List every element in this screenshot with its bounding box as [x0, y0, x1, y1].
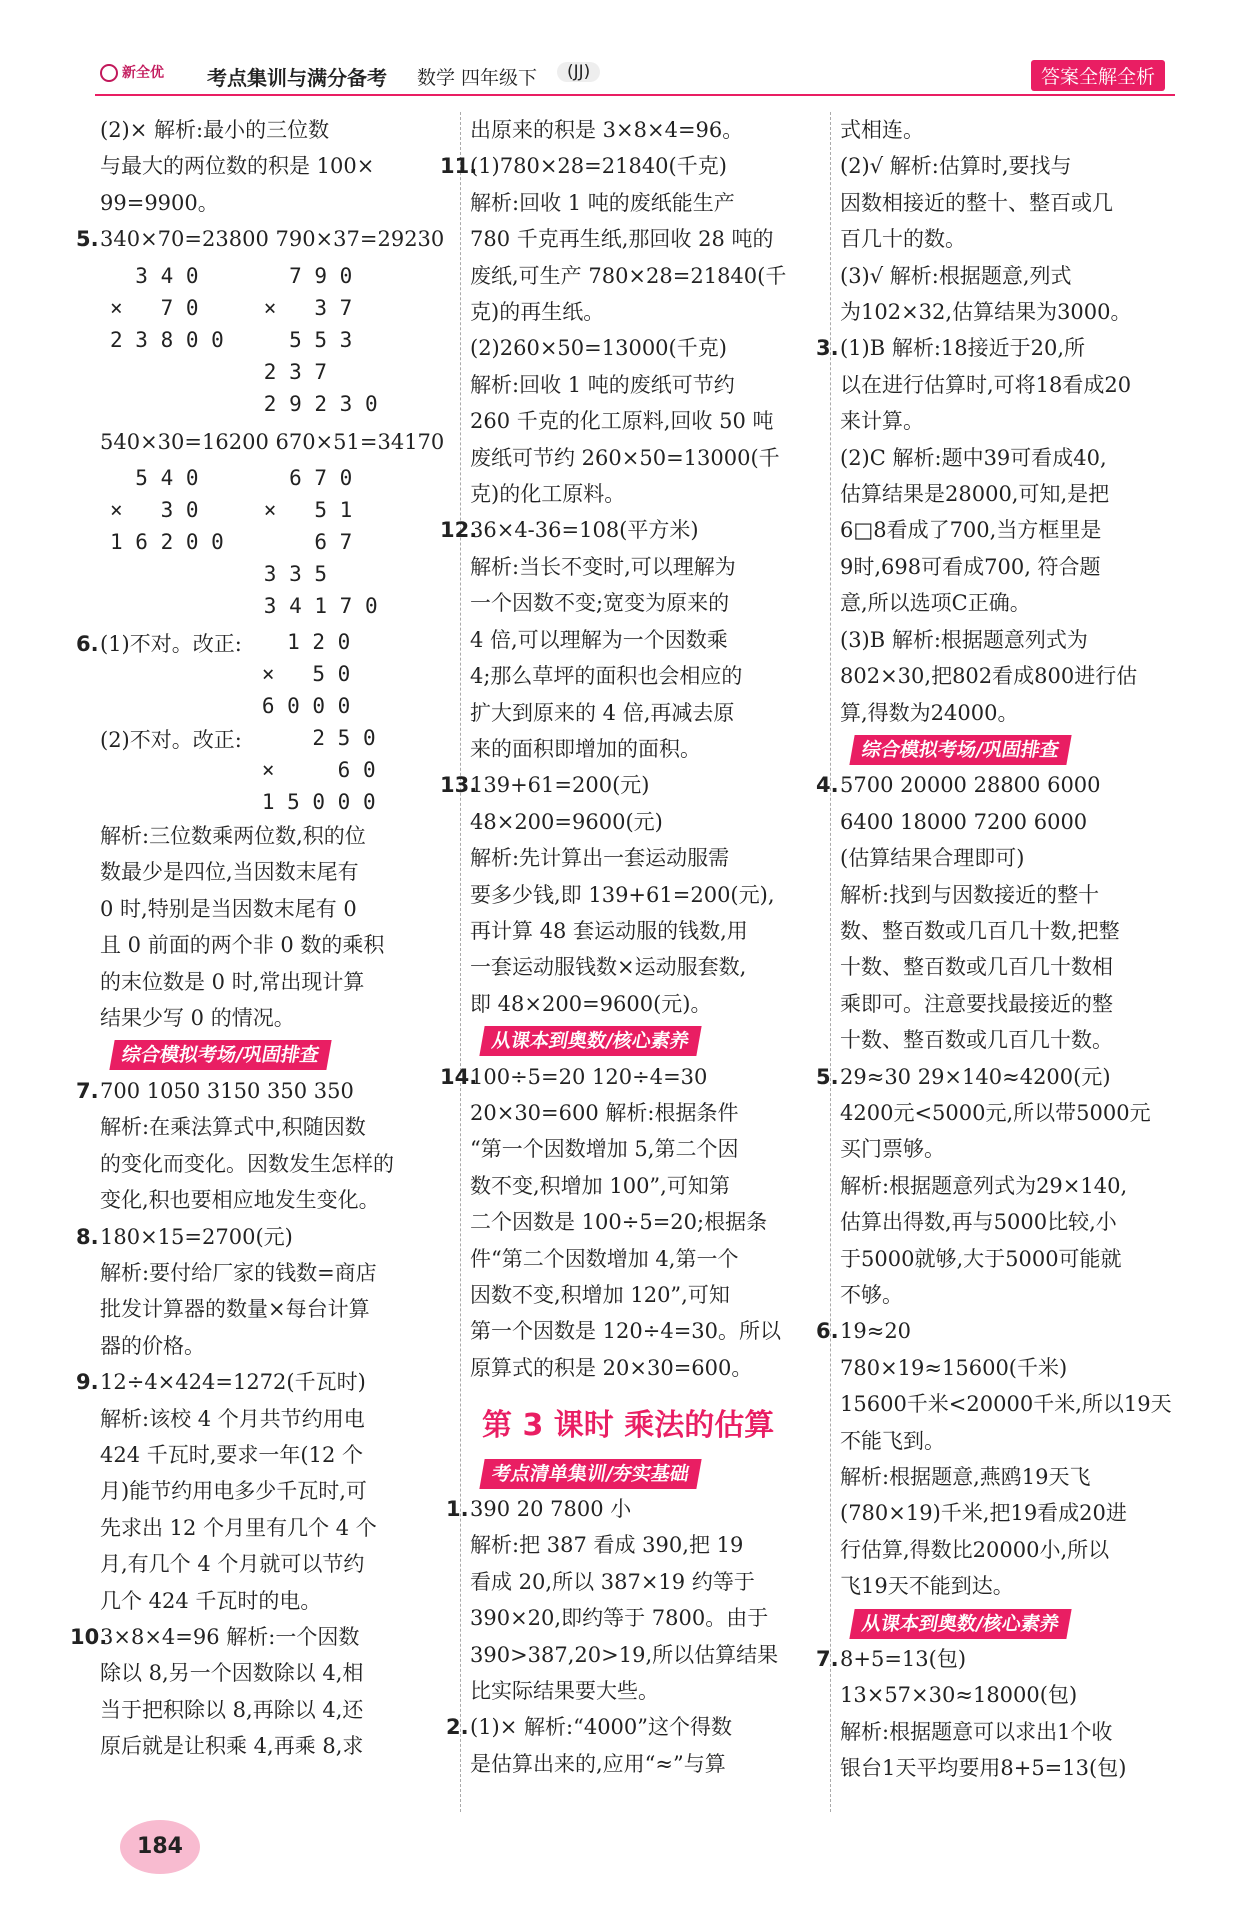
column-2 [440, 112, 830, 1782]
text-line: (2)× 解析:最小的三位数 [100, 118, 330, 142]
question-number: 5. [76, 227, 99, 252]
text-line: 十数、整百数或几百几十数。 [840, 1028, 1113, 1053]
question-number: 5. [816, 1064, 839, 1089]
text-line: 结果少写 0 的情况。 [100, 1006, 295, 1031]
text-line: 因数相接近的整十、整百或几 [840, 190, 1113, 215]
text-line: 解析:回收 1 吨的废纸可节约 [470, 372, 735, 397]
text-line: 看成 20,所以 387×19 约等于 [470, 1569, 755, 1594]
question-number: 14. [440, 1064, 478, 1089]
text-line: 424 千瓦时,要求一年(12 个 [100, 1442, 364, 1467]
text-line: 原后就是让积乘 4,再乘 8,求 [100, 1734, 364, 1759]
question-number: 3. [816, 336, 839, 361]
question-7 [816, 1641, 1195, 1677]
section-banner: 综合模拟考场/巩固排查 [849, 735, 1071, 765]
text-line: 36×4-36=108(平方米) [470, 518, 699, 543]
text-line: 百几十的数。 [840, 227, 966, 252]
text-line: 29≈30 29×140≈4200(元) [840, 1064, 1111, 1089]
text-line: 于5000就够,大于5000可能就 [840, 1246, 1122, 1271]
question-12 [440, 512, 830, 548]
text-line: 不够。 [840, 1283, 903, 1307]
question-number: 4. [816, 773, 839, 798]
text-line: 解析:找到与因数接近的整十 [840, 882, 1100, 907]
text-line: (1)B 解析:18接近于20,所 [840, 336, 1086, 361]
text-line: (2)C 解析:题中39可看成40, [840, 445, 1107, 470]
text-line: 一套运动服钱数×运动服套数, [470, 955, 747, 980]
text-line: 解析:当长不变时,可以理解为 [470, 554, 736, 579]
brand-logo [100, 62, 164, 82]
question-number: 2. [446, 1715, 469, 1740]
question-7 [76, 1073, 458, 1109]
question-1 [446, 1491, 830, 1527]
text-line: 月)能节约用电多少千瓦时,可 [100, 1479, 367, 1504]
text-line: 340×70=23800 790×37=29230 [100, 227, 445, 252]
vertical-calcs [110, 260, 458, 420]
text-line: 的变化而变化。因数发生怎样的 [100, 1151, 394, 1176]
question-number: 6. [76, 632, 99, 657]
text-line: 当于把积除以 8,再除以 4,还 [100, 1697, 364, 1722]
question-6b [100, 722, 458, 818]
text-line: 扩大到原来的 4 倍,再减去原 [470, 700, 735, 725]
text-line: 6400 18000 7200 6000 [840, 809, 1088, 834]
page-header [95, 58, 1175, 96]
text-line: 100÷5=20 120÷4=30 [470, 1064, 708, 1089]
text-line: 意,所以选项C正确。 [840, 591, 1031, 616]
text-line: (1)不对。改正: [100, 632, 242, 657]
text-line: 乘即可。注意要找最接近的整 [840, 991, 1113, 1016]
text-line: 13×57×30≈18000(包) [840, 1683, 1078, 1708]
text-line: 数不变,积增加 100”,可知第 [470, 1173, 730, 1198]
text-line: 式相连。 [840, 118, 924, 142]
text-line: 买门票够。 [840, 1137, 945, 1162]
text-line: 十数、整百数或几百几十数相 [840, 955, 1113, 980]
text-line: 因数不变,积增加 120”,可知 [470, 1283, 730, 1307]
text-line: 780×19≈15600(千米) [840, 1355, 1068, 1380]
text-line: 先求出 12 个月里有几个 4 个 [100, 1515, 377, 1540]
text-line: 3×8×4=96 解析:一个因数 [100, 1624, 360, 1649]
text-line: 4;那么草坪的面积也会相应的 [470, 664, 743, 689]
text-line: 4 倍,可以理解为一个因数乘 [470, 627, 728, 652]
text-line: 139+61=200(元) [470, 773, 650, 798]
text-line: 第一个因数是 120÷4=30。所以 [470, 1319, 782, 1344]
text-line: 99=9900。 [100, 190, 219, 215]
text-line: 解析:该校 4 个月共节约用电 [100, 1406, 365, 1431]
text-line: (2)260×50=13000(千克) [470, 336, 727, 361]
question-number: 7. [816, 1647, 839, 1672]
text-line [76, 626, 242, 662]
question-5 [816, 1059, 1195, 1095]
text-line: 废纸,可生产 780×28=21840(千 [470, 263, 787, 288]
text-line: 行估算,得数比20000小,所以 [840, 1537, 1110, 1562]
book-version: (JJ) [557, 62, 600, 82]
text-line: 二个因数是 100÷5=20;根据条 [470, 1210, 768, 1235]
question-number: 13. [440, 773, 478, 798]
vertical-calc: 6 7 0 × 5 1 6 7 3 3 5 3 4 1 7 0 [263, 466, 378, 619]
question-13 [440, 767, 830, 803]
text-line: 180×15=2700(元) [100, 1224, 293, 1249]
text-line: 算,得数为24000。 [840, 700, 1019, 725]
question-11 [440, 148, 830, 184]
text-line: 飞19天不能到达。 [840, 1574, 1014, 1599]
lesson-title: 第 3 课时 乘法的估算 [482, 1408, 775, 1444]
text-line: (2)√ 解析:估算时,要找与 [840, 154, 1072, 179]
text-line: 6□8看成了700,当方框里是 [840, 518, 1102, 543]
text-line: (3)√ 解析:根据题意,列式 [840, 263, 1072, 288]
text-line: 来计算。 [840, 409, 924, 434]
text-line: 700 1050 3150 350 350 [100, 1078, 354, 1103]
text-line: 是估算出来的,应用“≈”与算 [470, 1751, 726, 1776]
text-line: 解析:根据题意可以求出1个收 [840, 1719, 1113, 1744]
question-number: 9. [76, 1370, 99, 1395]
text-line: (估算结果合理即可) [840, 846, 1025, 871]
text-line: 克)的再生纸。 [470, 300, 605, 325]
question-8 [76, 1219, 458, 1255]
text-line: 48×200=9600(元) [470, 809, 663, 834]
text-line: 估算出得数,再与5000比较,小 [840, 1210, 1117, 1235]
text-line: 解析:根据题意列式为29×140, [840, 1173, 1128, 1198]
text-line: 原算式的积是 20×30=600。 [470, 1355, 753, 1380]
text-line: 为102×32,估算结果为3000。 [840, 300, 1132, 325]
text-line: 12÷4×424=1272(千瓦时) [100, 1370, 366, 1395]
text-line: 15600千米<20000千米,所以19天 [840, 1392, 1172, 1417]
question-number: 6. [816, 1319, 839, 1344]
column-divider [460, 112, 461, 1812]
text-line: (1)× 解析:“4000”这个得数 [470, 1715, 733, 1740]
text-line: (2)不对。改正: [100, 728, 242, 753]
text-line: 8+5=13(包) [840, 1647, 967, 1672]
text-line: 克)的化工原料。 [470, 482, 626, 507]
text-line: 390×20,即约等于 7800。由于 [470, 1606, 769, 1631]
text-line: 数、整百数或几百几十数,把整 [840, 918, 1120, 943]
text-line: 要多少钱,即 139+61=200(元), [470, 882, 775, 907]
text-line: 5700 20000 28800 6000 [840, 773, 1101, 798]
text-line: 以在进行估算时,可将18看成20 [840, 372, 1132, 397]
text-line: 一个因数不变;宽变为原来的 [470, 591, 730, 616]
text-line: 估算结果是28000,可知,是把 [840, 482, 1110, 507]
question-5 [76, 221, 458, 257]
header-rule [95, 94, 1175, 96]
vertical-calc: 3 4 0 × 7 0 2 3 8 0 0 [110, 263, 224, 352]
question-number: 7. [76, 1078, 99, 1103]
text-line: (780×19)千米,把19看成20进 [840, 1501, 1127, 1526]
text-line: 解析:三位数乘两位数,积的位 [100, 824, 366, 849]
text-line: 0 时,特别是当因数末尾有 0 [100, 896, 357, 921]
book-subject: 数学 四年级下 [417, 67, 538, 89]
text-line: 除以 8,另一个因数除以 4,相 [100, 1661, 364, 1686]
question-number: 12. [440, 518, 478, 543]
text-line: 解析:先计算出一套运动服需 [470, 846, 730, 871]
logo-icon [100, 64, 118, 82]
text-line: 比实际结果要大些。 [470, 1679, 659, 1704]
text-line: (1)780×28=21840(千克) [470, 154, 727, 179]
vertical-calc: 5 4 0 × 3 0 1 6 2 0 0 [110, 466, 224, 555]
text-line: 且 0 前面的两个非 0 数的乘积 [100, 933, 385, 958]
question-14 [440, 1059, 830, 1095]
text-line: “第一个因数增加 5,第二个因 [470, 1137, 739, 1162]
text-line: 解析:要付给厂家的钱数=商店 [100, 1260, 377, 1285]
question-4 [816, 767, 1195, 803]
page-number: 184 [120, 1820, 200, 1874]
text-line: 19≈20 [840, 1319, 912, 1344]
column-1 [70, 112, 458, 1765]
text-line: 390 20 7800 小 [470, 1497, 632, 1522]
text-line: 4200元<5000元,所以带5000元 [840, 1100, 1151, 1125]
question-number: 8. [76, 1224, 99, 1249]
question-6 [816, 1313, 1195, 1349]
section-banner: 从课本到奥数/核心素养 [479, 1026, 701, 1056]
section-banner: 考点清单集训/夯实基础 [479, 1459, 701, 1489]
text-line: 解析:把 387 看成 390,把 19 [470, 1533, 744, 1558]
column-3 [816, 112, 1195, 1787]
question-6 [76, 626, 458, 722]
text-line: (3)B 解析:根据题意列式为 [840, 627, 1088, 652]
vertical-calcs [110, 462, 458, 622]
text-line: 来的面积即增加的面积。 [470, 736, 701, 761]
text-line: 批发计算器的数量×每台计算 [100, 1297, 370, 1322]
text-line: 变化,积也要相应地发生变化。 [100, 1188, 380, 1213]
text-line: 802×30,把802看成800进行估 [840, 664, 1138, 689]
text-line: 月,有几个 4 个月就可以节约 [100, 1552, 365, 1577]
text-line: 几个 424 千瓦时的电。 [100, 1588, 322, 1613]
column-divider [830, 112, 831, 1812]
text-line: 数最少是四位,当因数末尾有 [100, 860, 359, 885]
text-line: 与最大的两位数的积是 100× [100, 154, 375, 179]
book-title: 考点集训与满分备考 [207, 66, 387, 90]
text-line: 件“第二个因数增加 4,第一个 [470, 1246, 739, 1271]
text-line: 的末位数是 0 时,常出现计算 [100, 969, 365, 994]
text-line: 540×30=16200 670×51=34170 [100, 429, 445, 454]
text-line: 废纸可节约 260×50=13000(千 [470, 445, 780, 470]
text-line: 260 千克的化工原料,回收 50 吨 [470, 409, 774, 434]
vertical-calc: 2 5 0 × 6 0 1 5 0 0 0 [261, 726, 376, 815]
question-2 [446, 1709, 830, 1745]
text-line: 再计算 48 套运动服的钱数,用 [470, 918, 748, 943]
text-line: 解析:在乘法算式中,积随因数 [100, 1115, 366, 1140]
text-line: 即 48×200=9600(元)。 [470, 991, 712, 1016]
text-line: 390>387,20>19,所以估算结果 [470, 1642, 779, 1667]
question-10 [70, 1619, 458, 1655]
text-line: 解析:根据题意,燕鸥19天飞 [840, 1465, 1091, 1490]
text-line: 20×30=600 解析:根据条件 [470, 1100, 739, 1125]
vertical-calc: 7 9 0 × 3 7 5 5 3 2 3 7 2 9 2 3 0 [263, 263, 378, 416]
section-banner: 从课本到奥数/核心素养 [849, 1609, 1071, 1639]
question-number: 10. [70, 1624, 108, 1649]
section-banner: 综合模拟考场/巩固排查 [109, 1040, 331, 1070]
logo-text: 新全优 [122, 65, 164, 81]
text-line: 不能飞到。 [840, 1428, 945, 1453]
vertical-calc: 1 2 0 × 5 0 6 0 0 0 [261, 630, 351, 719]
answer-tag: 答案全解全析 [1031, 60, 1165, 91]
text-line: 解析:回收 1 吨的废纸能生产 [470, 190, 735, 215]
text-line: 器的价格。 [100, 1333, 205, 1358]
question-number: 11. [440, 154, 478, 179]
question-3 [816, 330, 1195, 366]
question-number: 1. [446, 1497, 469, 1522]
question-9 [76, 1364, 458, 1400]
text-line: 出原来的积是 3×8×4=96。 [470, 118, 744, 142]
text-line: 9时,698可看成700, 符合题 [840, 554, 1101, 579]
text-line: 780 千克再生纸,那回收 28 吨的 [470, 227, 774, 252]
text-line: 银台1天平均要用8+5=13(包) [840, 1756, 1127, 1781]
